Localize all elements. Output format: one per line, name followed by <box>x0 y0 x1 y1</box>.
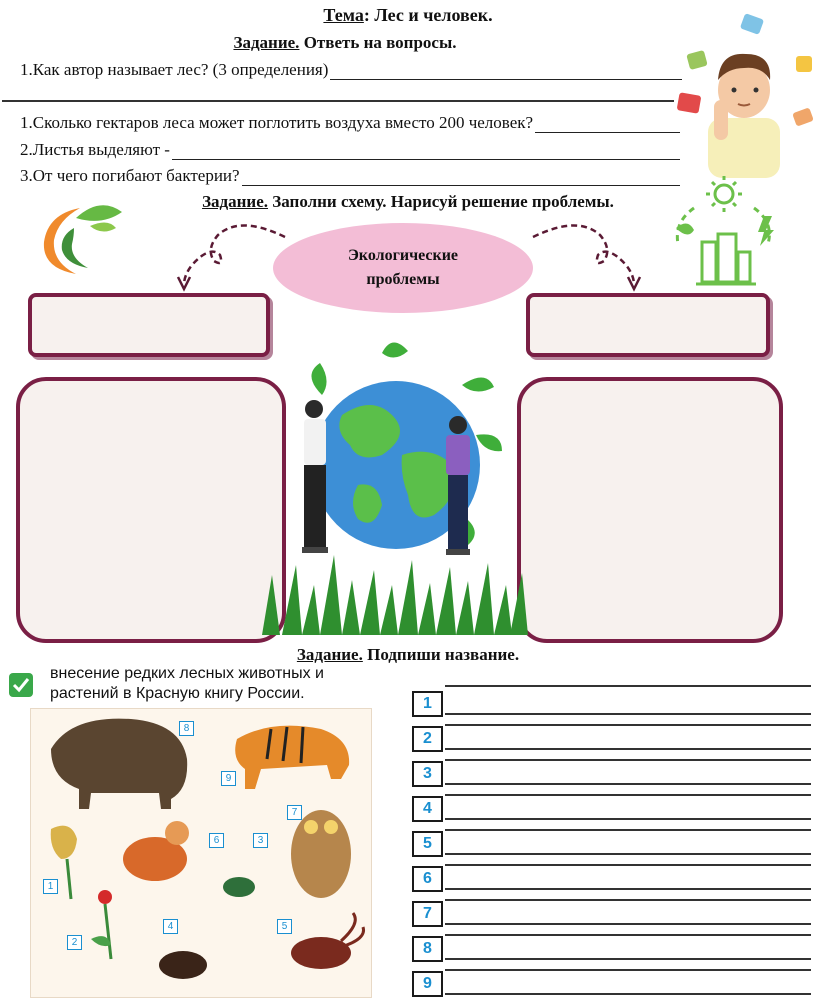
answer-line-lower[interactable] <box>445 888 811 890</box>
thinking-boy-illustration <box>670 8 816 178</box>
answer-line-1[interactable] <box>330 65 682 80</box>
answer-line[interactable] <box>445 864 811 866</box>
caption <box>50 664 324 704</box>
answer-row <box>412 899 816 929</box>
answer-number: 4 <box>412 796 443 822</box>
answer-number: 8 <box>412 936 443 962</box>
picture-tag-8: 8 <box>179 721 194 736</box>
question-3-text: 2.Листья выделяют - <box>20 140 170 159</box>
ellipse-line-1: Экологические <box>347 247 459 264</box>
answer-line-lower[interactable] <box>445 923 811 925</box>
question-3 <box>20 140 680 160</box>
answer-row <box>412 829 816 859</box>
answer-row <box>412 969 816 999</box>
answer-line-4[interactable] <box>242 171 680 186</box>
animals-picture <box>30 708 372 998</box>
topic-label: Тема <box>323 5 364 25</box>
animals-drawing <box>31 709 371 997</box>
task3-heading <box>0 645 816 665</box>
topic-text: : Лес и человек. <box>363 5 493 25</box>
problem-box-right[interactable] <box>526 293 770 357</box>
picture-tag-5: 5 <box>277 919 292 934</box>
right-arrow-icon <box>528 215 648 295</box>
answer-line-3[interactable] <box>172 145 680 160</box>
green-energy-icon <box>668 172 778 292</box>
ellipse-line-2: проблемы <box>366 271 440 288</box>
picture-tag-7: 7 <box>287 805 302 820</box>
question-2 <box>20 113 680 133</box>
answer-line-2[interactable] <box>535 118 680 133</box>
solution-box-left[interactable] <box>16 377 286 643</box>
answer-line[interactable] <box>445 759 811 761</box>
picture-tag-4: 4 <box>163 919 178 934</box>
answer-line[interactable] <box>445 794 811 796</box>
answer-row <box>412 724 816 754</box>
task2-label: Задание. <box>202 192 269 211</box>
eco-leaf-logo-icon <box>30 188 125 278</box>
answer-line-1b[interactable] <box>2 100 674 102</box>
question-2-text: 1.Сколько гектаров леса может поглотить воздуха вместо 200 человек? <box>20 113 534 132</box>
answer-line[interactable] <box>445 829 811 831</box>
checkbox-checked-icon <box>8 672 34 698</box>
answer-number: 5 <box>412 831 443 857</box>
answer-number: 2 <box>412 726 443 752</box>
task1-heading <box>0 33 690 53</box>
answer-row <box>412 759 816 789</box>
answer-number: 7 <box>412 901 443 927</box>
question-1 <box>20 60 682 80</box>
caption-line-1: внесение редких лесных животных и <box>50 665 324 682</box>
answer-number: 3 <box>412 761 443 787</box>
answer-number: 6 <box>412 866 443 892</box>
eco-problems-ellipse <box>273 223 533 313</box>
task3-label: Задание. <box>296 645 363 664</box>
answer-line[interactable] <box>445 899 811 901</box>
picture-tag-2: 2 <box>67 935 82 950</box>
problem-box-left[interactable] <box>28 293 270 357</box>
answer-row <box>412 794 816 824</box>
picture-tag-9: 9 <box>221 771 236 786</box>
picture-tag-1: 1 <box>43 879 58 894</box>
answer-row <box>412 864 816 894</box>
answer-line-lower[interactable] <box>445 958 811 960</box>
answer-line[interactable] <box>445 685 811 687</box>
task3-text: Подпиши название. <box>362 645 520 664</box>
caption-line-2: растений в Красную книгу России. <box>50 685 305 702</box>
left-arrow-icon <box>170 215 290 295</box>
answer-number: 1 <box>412 691 443 717</box>
answer-number: 9 <box>412 971 443 997</box>
picture-tag-3: 3 <box>253 833 268 848</box>
answer-line[interactable] <box>445 934 811 936</box>
answer-line-lower[interactable] <box>445 818 811 820</box>
task1-text: Ответь на вопросы. <box>299 33 457 52</box>
solution-box-right[interactable] <box>517 377 783 643</box>
answer-line[interactable] <box>445 969 811 971</box>
answer-line-lower[interactable] <box>445 713 811 715</box>
question-4-text: 3.От чего погибают бактерии? <box>20 166 240 185</box>
task1-label: Задание. <box>233 33 300 52</box>
task2-text: Заполни схему. Нарисуй решение проблемы. <box>268 192 614 211</box>
earth-people-illustration <box>262 335 530 640</box>
picture-tag-6: 6 <box>209 833 224 848</box>
answer-row <box>412 934 816 964</box>
answer-line-lower[interactable] <box>445 853 811 855</box>
question-4 <box>20 166 680 186</box>
answer-line-lower[interactable] <box>445 783 811 785</box>
answer-line[interactable] <box>445 724 811 726</box>
question-1-text: 1.Как автор называет лес? (3 определения) <box>20 60 329 79</box>
answer-line-lower[interactable] <box>445 993 811 995</box>
answer-row <box>412 689 816 719</box>
answer-line-lower[interactable] <box>445 748 811 750</box>
